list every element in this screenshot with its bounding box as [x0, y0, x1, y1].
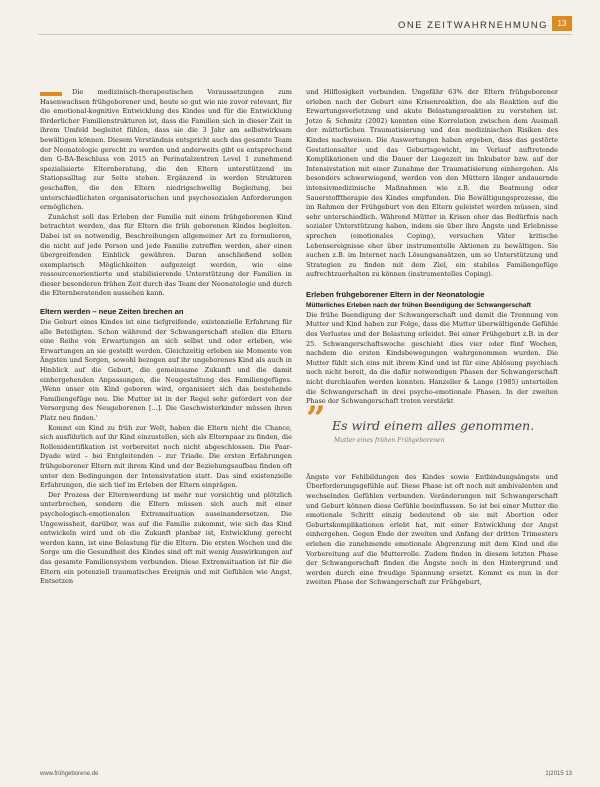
section-subheading: Mütterliches Erleben nach der frühen Beendigung der Schwangerschaft — [306, 301, 531, 309]
pull-quote-attribution: Mutter eines frühen Frühgeborenen — [334, 437, 445, 445]
body-paragraph: und Hilflosigkeit verbunden. Ungefähr 63% der Eltern frühgeborener erleben nach der Geburt eine Krisenreaktion, die als Reaktion auf die Erwartungsverletzung und akute Belastungsreaktion zu verstehen ist. Jotzo & Schmitz (2002) konnten eine Korrelation zwischen dem Ausmaß der mütterlichen Traumatisierung und den medizinischen Risiken des Kindes nachweisen. Die Auswertungen haben ergeben, dass das gestörte Gestationsalter und das Geburtsgewicht, im Verlauf auftretende Komplikationen und die Dauer der Liegezeit im Inkubator bzw. auf der Intensivstation mit einer Zunahme der Traumatisierung einhergehen. Als besonders schwerwiegend, werden von den Müttern länger andauernde intensivmedizinische Maßnahmen wie z.B. die Beatmung oder Sauerstofftherapie des Kindes empfunden. Die Bewältigungsprozesse, die im Rahmen der Frühgeburt von den Eltern geleistet werden müssen, sind sehr unterschiedlich. Während Mütter in Krisen eher das Bedürfnis nach sozialer Unterstützung haben, indem sie über ihre Ängste und Erlebnisse sprechen (emotionales Coping), versuchen Väter kritische Lebensereignisse eher über instrumentelle Aktionen zu bewältigen. Sie suchen z.B. im Internet nach Lösungsansätzen, um so Unterstützung und Strategien zu finden mit dem Ziel, ein stabiles Familiengefüge aufrechtzuerhalten zu können (instrumentelles Coping). — [306, 88, 558, 279]
section-heading: Eltern werden – neue Zeiten brechen an — [40, 307, 184, 317]
intro-paragraph: Zunächst soll das Erleben der Familie mit einem frühgeborenen Kind betrachtet werden, das für Eltern die früh geborenen Kindes begleiten. Dabei ist es notwendig, Beschreibungen allgemeiner Art zu formulieren, die nicht auf jede Person und jede Familie zutreffen werden, aber einen übergreifenden Einblick gewähren. Daran anschließend sollen exemplarisch Möglichkeiten aufgezeigt werden, wie eine ressourcenorientierte und stabilisierende Unterstützung der Familien in dieser besonderen frühen Zeit durch das Team der Neonatologie und durch die Elternberatenden aussehen kann. — [40, 212, 292, 298]
header-divider — [38, 34, 572, 35]
page-number-tab: 13 — [552, 16, 572, 31]
body-paragraph: Der Prozess der Elternwerdung ist mehr nur vorsichtig und plötzlich unterbrochen, sondern die Eltern müssen sich auch mit einer psychologisch-emotionalen Extremsituation auseinandersetzen. Die Ungewissheit, darüber, was auf die Familie zukommt, wie sich das Kind entwickeln wird und ob die Zukunft planbar ist, Entwicklung gerecht werden kann, ist eine Belastung für die Eltern. Die ersten Wochen und die Sorge um die Gesundheit des Kindes sind oft mit wenig Auswirkungen auf das gesamte Familiensystem verbunden. Diese Extremsituation ist für die Eltern ein potenziell traumatisches Ereignis und mit Gefühlen wie Angst, Entsetzen — [40, 490, 292, 586]
footer-issue: 1|2015 13 — [545, 771, 572, 777]
footer-website: www.frühgeborene.de — [40, 771, 99, 777]
body-paragraph: Kommt ein Kind zu früh zur Welt, haben die Eltern nicht die Chance, sich ausführlich auf ihr Kind einzustellen, sich als Elternpaar zu finden, die Rollenidentifikation ist vorbereitet noch nicht abgeschlossen. Die Paar-Dyade wird – bei Entgleitenden – zur Triade. Die ersten Erfahrungen frühgeborener Eltern mit ihrem Kind und der Beziehungsaufbau finden oft unter den Bedingungen der Intensivstation statt. Das sind existenzielle Erfahrungen, die sich tief im Erleben der Eltern einprägen. — [40, 423, 292, 490]
left-column — [40, 88, 292, 587]
body-paragraph: Die Geburt eines Kindes ist eine tiefgreifende, existenzielle Erfahrung für alle Beteiligten. Schon während der Schwangerschaft stellen die Eltern eine Reihe von Erwartungen an sich selbst und oder erleben, wie Erwartungen an sie gestellt werden. Gleichzeitig erleben sie Momente von Ängsten und Sorgen, sowohl bezogen auf ihr ungeborenes Kind als auch in Hinblick auf die Geburt, die gemeinsame Zukunft und die damit einhergehenden Anpassungen, die Neugestaltung des Familiengefüges. ‚Wenn unser ein Kind geboren wird, organisiert sich das bestehende Familiengefüge neu. Die Mutter ist in der Regel sehr gefordert von der Versorgung des Neugeborenen [...]. Die Geschwisterkinder müssen ihren Platz neu finden.' — [40, 318, 292, 422]
quote-mark-icon: ” — [306, 398, 326, 439]
pull-quote — [306, 398, 558, 465]
body-paragraph: Ängste vor Fehlbildungen des Kindes sowie Entbindungsängste und Überforderungsgefühle auf. Diese Phase ist oft noch mit ambivalenten und wechselnden Gefühlen verbunden. Veränderungen mit Schwangerschaft und Geburt können diese Gefühle beeinflussen. So ist bei einer Mutter die emotionale Schritt einzig bedeutend ob sie mit Abortion oder Geburtskomplikationen erlebt hat, mit einer Entwicklung der Angst einhergehen. Gegen Ende der zweiten und Anfang der dritten Trimesters erleben die zunehmende emotionale Abgrenzung mit dem Kind und die Vorbereitung auf die Mutterrolle. Zudem finden in diesem letzten Phase der Schwangerschaft finden die Ängste noch in den Hintergrund und werden durch eine freudige Spannung ersetzt. Kommt es nun in der zweiten Phase der Schwangerschaft zur Frühgeburt, — [306, 472, 558, 587]
section-heading: Erleben frühgeborener Eltern in der Neonatologie — [306, 289, 485, 299]
right-column — [306, 88, 558, 588]
section-header: ONE ZEITWAHRNEHMUNG — [397, 20, 548, 31]
page-footer — [40, 771, 572, 777]
intro-paragraph: Die medizinisch-therapeutischen Voraussetzungen zum Hasenwachsen frühgeborener und, heute so gut wie nie zuvor relevant, für die emotional-kognitive Entwicklung des Kindes und für die Entwicklung förderlicher Familienstrukturen ist, dass die Familien sich in dieser Zeit in ihrem Umfeld begleitet fühlen, dass sie die 3 Jahr am selbstwirksam bewältigen können. Diesem Verständnis entspricht auch das gesamte Team der Neonatologie gerecht zu werden und anderweits gibt es entsprechend den G-BA-Beschluss von 2015 an Perinatalzentren Level 1 zunehmend spezialisierte Elternberatung, die den Eltern unterstützend im Stationsalltag zur Seite stehen. Ergänzend in werden Strukturen geschaffen, die den Eltern niedrigschwellig Begleitung, bei unterschiedlichsten organisatorischen und psychosozialen Anforderungen ermöglichen. — [40, 88, 292, 212]
pull-quote-text: Es wird einem alles genommen. — [332, 417, 535, 433]
body-paragraph: Die frühe Beendigung der Schwangerschaft und damit die Trennung von Mutter und Kind haben zur Folge, dass die Mutter überwältigende Gefühle des Verlustes und der Belastung erleidet. Bei einer Frühgeburt z.B. in der 25. Schwangerschaftswoche geschieht dies vier oder fünf Wochen, nachdem die ersten Kindsbewegungen wahrgenommen wurden. Die Mutter fühlt sich eins mit ihrem Kind und ist für eine Ablösung psychisch noch nicht bereit, da die dafür notwendigen Phasen der Schwangerschaft nicht durchlaufen werden konnten. Hanzeller & Lange (1985) unterteilen die Schwangerschaft in drei psycho-emotionale Phasen. In der zweiten Phase der Schwangerschaft treten verstärkt — [306, 310, 558, 406]
